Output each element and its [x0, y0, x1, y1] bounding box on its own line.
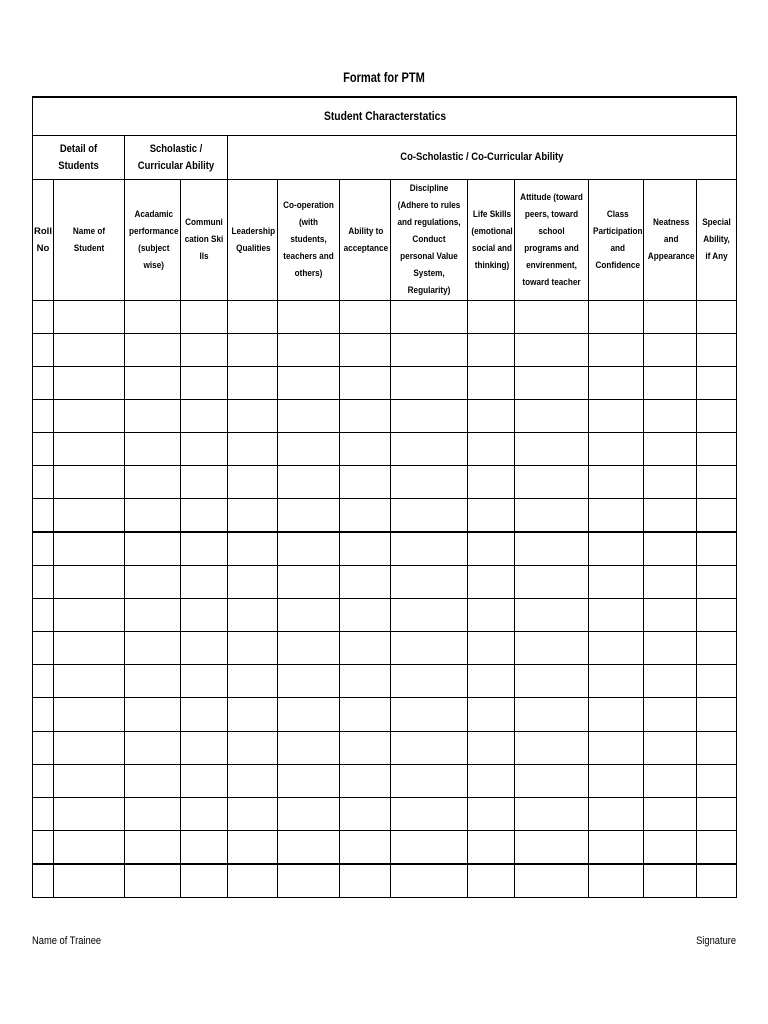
group-header-details: Detail of Students [33, 136, 125, 180]
table-cell [468, 665, 515, 698]
table-cell [391, 465, 468, 498]
table-cell [589, 698, 644, 731]
table-cell [181, 632, 228, 665]
table-cell [181, 665, 228, 698]
table-cell [181, 599, 228, 632]
table-cell [468, 300, 515, 333]
table-row [33, 566, 737, 599]
table-cell [697, 731, 737, 764]
table-cell [125, 399, 181, 432]
table-cell [391, 498, 468, 532]
table-cell [644, 532, 697, 566]
table-cell [278, 399, 340, 432]
table-cell [228, 764, 278, 797]
table-cell [54, 830, 125, 864]
column-header-ability-to-acceptance: Ability to acceptance [340, 180, 391, 300]
table-cell [391, 665, 468, 698]
table-cell [340, 797, 391, 830]
table-cell [33, 566, 54, 599]
column-header-discipline: Discipline (Adhere to rules and regulations, Conduct personal Value System, Regularity) [391, 180, 468, 300]
table-cell [228, 731, 278, 764]
table-cell [391, 764, 468, 797]
column-header-special-ability: Special Ability, if Any [697, 180, 737, 300]
table-cell [278, 599, 340, 632]
table-cell [54, 566, 125, 599]
table-cell [54, 300, 125, 333]
table-cell [589, 532, 644, 566]
table-cell [697, 432, 737, 465]
table-cell [228, 498, 278, 532]
table-cell [278, 498, 340, 532]
table-cell [644, 698, 697, 731]
table-cell [125, 599, 181, 632]
table-cell [340, 566, 391, 599]
table-cell [54, 432, 125, 465]
column-header-leadership-qualities: Leadership Qualities [228, 180, 278, 300]
table-cell [181, 698, 228, 731]
table-cell [125, 465, 181, 498]
table-cell [54, 599, 125, 632]
column-header-class-participation: Class Participation and Confidence [589, 180, 644, 300]
table-cell [697, 698, 737, 731]
table-row [33, 731, 737, 764]
table-cell [340, 764, 391, 797]
table-cell [228, 599, 278, 632]
table-cell [340, 498, 391, 532]
table-cell [515, 599, 589, 632]
table-cell [515, 432, 589, 465]
table-cell [391, 797, 468, 830]
table-cell [54, 797, 125, 830]
table-cell [33, 797, 54, 830]
table-cell [468, 333, 515, 366]
table-cell [515, 731, 589, 764]
table-cell [644, 797, 697, 830]
table-cell [181, 333, 228, 366]
table-cell [515, 665, 589, 698]
table-cell [181, 532, 228, 566]
table-cell [33, 864, 54, 898]
table-cell [33, 498, 54, 532]
table-cell [697, 864, 737, 898]
table-cell [125, 300, 181, 333]
table-cell [515, 532, 589, 566]
table-row [33, 698, 737, 731]
table-cell [33, 764, 54, 797]
table-cell [125, 665, 181, 698]
table-cell [515, 498, 589, 532]
table-cell [340, 465, 391, 498]
column-header-academic-performance: Acadamic performance (subject wise) [125, 180, 181, 300]
table-cell [33, 333, 54, 366]
table-cell [515, 632, 589, 665]
table-cell [33, 698, 54, 731]
table-cell [340, 864, 391, 898]
signature-label: Signature [695, 935, 736, 947]
table-cell [644, 366, 697, 399]
table-cell [697, 797, 737, 830]
group-header-co-scholastic: Co-Scholastic / Co-Curricular Ability [228, 136, 737, 180]
table-cell [391, 698, 468, 731]
table-cell [181, 300, 228, 333]
table-cell [468, 532, 515, 566]
table-cell [515, 300, 589, 333]
table-cell [125, 797, 181, 830]
table-cell [54, 731, 125, 764]
table-cell [278, 366, 340, 399]
table-cell [644, 498, 697, 532]
table-cell [228, 864, 278, 898]
table-cell [340, 366, 391, 399]
table-cell [644, 665, 697, 698]
table-cell [33, 300, 54, 333]
table-row [33, 333, 737, 366]
table-cell [697, 498, 737, 532]
table-cell [125, 830, 181, 864]
table-cell [33, 830, 54, 864]
table-cell [644, 764, 697, 797]
table-row [33, 532, 737, 566]
table-cell [589, 665, 644, 698]
table-cell [391, 599, 468, 632]
table-cell [589, 599, 644, 632]
column-header-life-skills: Life Skills (emotional social and thinking) [468, 180, 515, 300]
table-cell [33, 731, 54, 764]
table-cell [33, 632, 54, 665]
table-cell [228, 399, 278, 432]
table-cell [228, 300, 278, 333]
table-cell [54, 366, 125, 399]
table-cell [391, 632, 468, 665]
table-cell [33, 432, 54, 465]
table-cell [589, 566, 644, 599]
table-cell [181, 432, 228, 465]
table-cell [589, 830, 644, 864]
table-cell [228, 333, 278, 366]
table-cell [644, 465, 697, 498]
table-cell [181, 465, 228, 498]
table-cell [468, 797, 515, 830]
table-cell [340, 532, 391, 566]
table-cell [644, 399, 697, 432]
table-cell [644, 830, 697, 864]
table-cell [278, 665, 340, 698]
table-row [33, 797, 737, 830]
table-cell [33, 399, 54, 432]
table-cell [644, 300, 697, 333]
table-cell [54, 333, 125, 366]
table-cell [278, 300, 340, 333]
table-row [33, 864, 737, 898]
table-cell [515, 864, 589, 898]
table-cell [391, 566, 468, 599]
table-cell [515, 698, 589, 731]
table-cell [468, 465, 515, 498]
table-cell [228, 465, 278, 498]
table-cell [125, 864, 181, 898]
table-cell [515, 465, 589, 498]
table-cell [340, 731, 391, 764]
table-cell [697, 366, 737, 399]
table-cell [515, 333, 589, 366]
table-cell [589, 731, 644, 764]
table-cell [54, 698, 125, 731]
table-cell [468, 698, 515, 731]
table-cell [33, 366, 54, 399]
table-row [33, 632, 737, 665]
trainee-name-label: Name of Trainee [32, 935, 102, 947]
table-cell [515, 566, 589, 599]
table-cell [391, 399, 468, 432]
table-cell [697, 764, 737, 797]
table-cell [125, 632, 181, 665]
table-cell [181, 498, 228, 532]
table-cell [278, 830, 340, 864]
table-title: Student Characterstatics [33, 97, 737, 136]
table-cell [468, 498, 515, 532]
column-header-attitude: Attitude (toward peers, toward school programs and envirenment, toward teacher [515, 180, 589, 300]
table-cell [181, 731, 228, 764]
column-header-co-operation: Co-operation (with students, teachers and others) [278, 180, 340, 300]
table-cell [589, 399, 644, 432]
table-cell [468, 830, 515, 864]
table-cell [181, 764, 228, 797]
table-cell [33, 532, 54, 566]
table-cell [33, 465, 54, 498]
table-cell [589, 632, 644, 665]
table-cell [181, 864, 228, 898]
table-cell [340, 333, 391, 366]
table-cell [54, 399, 125, 432]
table-cell [391, 333, 468, 366]
table-cell [228, 566, 278, 599]
table-cell [515, 797, 589, 830]
table-cell [228, 632, 278, 665]
table-cell [468, 566, 515, 599]
table-cell [644, 333, 697, 366]
table-cell [589, 764, 644, 797]
table-row [33, 465, 737, 498]
table-cell [125, 764, 181, 797]
table-cell [697, 399, 737, 432]
table-cell [278, 797, 340, 830]
table-cell [278, 864, 340, 898]
table-cell [278, 698, 340, 731]
table-cell [54, 632, 125, 665]
table-cell [125, 532, 181, 566]
column-header-neatness: Neatness and Appearance [644, 180, 697, 300]
column-header-communication-skills: Communication Skills [181, 180, 228, 300]
table-cell [54, 864, 125, 898]
table-cell [340, 632, 391, 665]
table-cell [468, 599, 515, 632]
table-cell [589, 864, 644, 898]
table-cell [181, 797, 228, 830]
table-cell [33, 599, 54, 632]
table-cell [697, 599, 737, 632]
table-cell [181, 366, 228, 399]
table-cell [125, 566, 181, 599]
table-cell [181, 399, 228, 432]
table-row [33, 764, 737, 797]
table-cell [278, 731, 340, 764]
table-cell [468, 764, 515, 797]
table-cell [391, 830, 468, 864]
table-cell [644, 599, 697, 632]
page-title: Format for PTM [343, 70, 425, 85]
table-cell [391, 532, 468, 566]
table-cell [515, 366, 589, 399]
table-cell [181, 566, 228, 599]
table-cell [228, 830, 278, 864]
table-cell [278, 632, 340, 665]
table-cell [589, 797, 644, 830]
table-cell [644, 566, 697, 599]
table-cell [589, 366, 644, 399]
table-cell [54, 465, 125, 498]
table-cell [340, 599, 391, 632]
table-cell [228, 432, 278, 465]
table-cell [515, 399, 589, 432]
table-cell [515, 764, 589, 797]
table-cell [228, 366, 278, 399]
table-row [33, 300, 737, 333]
table-cell [391, 731, 468, 764]
table-cell [228, 797, 278, 830]
table-cell [125, 432, 181, 465]
table-cell [125, 366, 181, 399]
table-cell [340, 399, 391, 432]
table-cell [589, 465, 644, 498]
table-cell [697, 465, 737, 498]
table-cell [468, 432, 515, 465]
table-cell [278, 432, 340, 465]
table-row [33, 366, 737, 399]
table-cell [697, 532, 737, 566]
table-cell [468, 731, 515, 764]
table-cell [468, 632, 515, 665]
table-cell [589, 498, 644, 532]
table-cell [54, 498, 125, 532]
table-cell [589, 432, 644, 465]
table-cell [697, 333, 737, 366]
table-cell [125, 698, 181, 731]
table-cell [697, 566, 737, 599]
table-row [33, 399, 737, 432]
table-cell [391, 864, 468, 898]
table-row [33, 665, 737, 698]
table-cell [278, 764, 340, 797]
table-cell [125, 731, 181, 764]
table-cell [340, 698, 391, 731]
table-cell [278, 333, 340, 366]
table-cell [228, 698, 278, 731]
table-cell [278, 566, 340, 599]
column-header-roll-no: Roll No [33, 180, 54, 300]
table-cell [644, 432, 697, 465]
table-cell [181, 830, 228, 864]
table-cell [54, 665, 125, 698]
table-cell [391, 300, 468, 333]
table-cell [468, 864, 515, 898]
table-cell [468, 366, 515, 399]
table-cell [228, 665, 278, 698]
table-cell [125, 498, 181, 532]
table-cell [340, 300, 391, 333]
table-cell [515, 830, 589, 864]
table-cell [468, 399, 515, 432]
table-cell [125, 333, 181, 366]
table-cell [391, 366, 468, 399]
group-header-scholastic: Scholastic / Curricular Ability [125, 136, 228, 180]
table-cell [589, 333, 644, 366]
table-row [33, 599, 737, 632]
table-cell [697, 300, 737, 333]
table-cell [697, 665, 737, 698]
column-header-name-of-student: Name of Student [54, 180, 125, 300]
table-cell [644, 632, 697, 665]
table-cell [340, 830, 391, 864]
table-row [33, 432, 737, 465]
table-cell [340, 432, 391, 465]
table-cell [54, 764, 125, 797]
table-cell [644, 864, 697, 898]
table-cell [54, 532, 125, 566]
table-cell [697, 830, 737, 864]
table-cell [278, 532, 340, 566]
student-characteristics-table [32, 96, 737, 898]
table-cell [644, 731, 697, 764]
table-row [33, 498, 737, 532]
table-cell [33, 665, 54, 698]
table-cell [228, 532, 278, 566]
table-cell [340, 665, 391, 698]
table-cell [278, 465, 340, 498]
table-cell [697, 632, 737, 665]
table-cell [589, 300, 644, 333]
table-cell [391, 432, 468, 465]
table-row [33, 830, 737, 864]
